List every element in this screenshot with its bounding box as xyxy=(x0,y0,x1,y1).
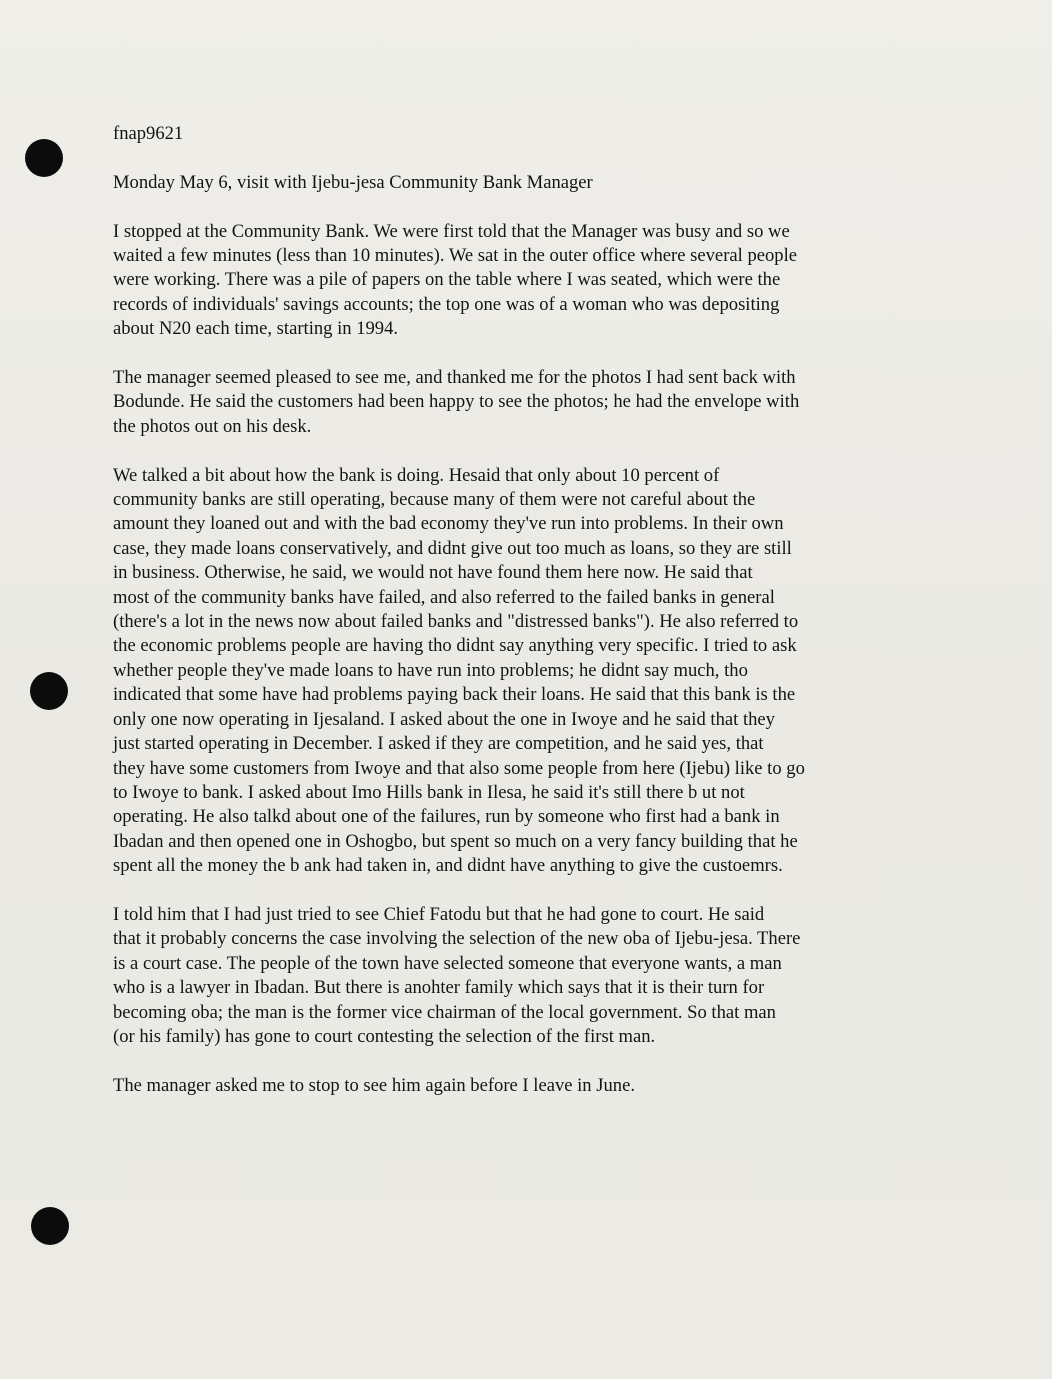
text-line: were working. There was a pile of papers on the table where I was seated, which were the xyxy=(113,269,781,291)
paragraph-closing xyxy=(113,1074,943,1098)
file-id: fnap9621 xyxy=(113,123,184,144)
punch-hole-middle xyxy=(30,672,68,710)
paragraph-photos xyxy=(113,366,943,439)
text-line: who is a lawyer in Ibadan. But there is anohter family which says that it is their turn for xyxy=(113,977,765,999)
visit-heading: Monday May 6, visit with Ijebu-jesa Community Bank Manager xyxy=(113,171,593,193)
document-body xyxy=(113,122,943,1123)
text-line: records of individuals' savings accounts; the top one was of a woman who was depositing xyxy=(113,293,780,315)
text-line: in business. Otherwise, he said, we would not have found them here now. He said that xyxy=(113,562,753,584)
text-line: spent all the money the b ank had taken in, and didnt have anything to give the custoemrs. xyxy=(113,855,783,877)
text-line: operating. He also talkd about one of the failures, run by someone who first had a bank in xyxy=(113,806,780,828)
punch-hole-bottom xyxy=(31,1207,69,1245)
text-line: (or his family) has gone to court contesting the selection of the first man. xyxy=(113,1025,656,1047)
text-line: community banks are still operating, because many of them were not careful about the xyxy=(113,489,756,511)
text-line: they have some customers from Iwoye and that also some people from here (Ijebu) like to go xyxy=(113,757,805,779)
text-line: waited a few minutes (less than 10 minutes). We sat in the outer office where several people xyxy=(113,245,798,266)
text-line: indicated that some have had problems paying back their loans. He said that this bank is the xyxy=(113,684,796,706)
paragraph-arrival xyxy=(113,220,943,342)
text-line: most of the community banks have failed, and also referred to the failed banks in general xyxy=(113,586,775,608)
text-line: the economic problems people are having tho didnt say anything very specific. I tried to ask xyxy=(113,635,797,657)
text-line: Ibadan and then opened one in Oshogbo, but spent so much on a very fancy building that he xyxy=(113,830,798,852)
text-line: only one now operating in Ijesaland. I asked about the one in Iwoye and he said that they xyxy=(113,708,775,730)
text-line: I stopped at the Community Bank. We were first told that the Manager was busy and so we xyxy=(113,220,790,242)
paragraph-chief-court xyxy=(113,903,943,1049)
text-line: becoming oba; the man is the former vice chairman of the local government. So that man xyxy=(113,1001,776,1023)
text-line: The manager seemed pleased to see me, and thanked me for the photos I had sent back with xyxy=(113,367,796,389)
text-line: the photos out on his desk. xyxy=(113,415,312,437)
text-line: Bodunde. He said the customers had been happy to see the photos; he had the envelope with xyxy=(113,391,800,413)
text-line: We talked a bit about how the bank is doing. Hesaid that only about 10 percent of xyxy=(113,464,720,486)
text-line: that it probably concerns the case involving the selection of the new oba of Ijebu-jesa. There xyxy=(113,928,801,950)
paragraph-bank-status xyxy=(113,464,943,879)
text-line: is a court case. The people of the town have selected someone that everyone wants, a man xyxy=(113,952,782,974)
text-line: (there's a lot in the news now about failed banks and "distressed banks"). He also referred to xyxy=(113,611,799,633)
text-line: just started operating in December. I asked if they are competition, and he said yes, that xyxy=(113,733,764,755)
text-line: amount they loaned out and with the bad economy they've run into problems. In their own xyxy=(113,513,784,535)
text-line: case, they made loans conservatively, and didnt give out too much as loans, so they are still xyxy=(113,537,792,559)
text-line: I told him that I had just tried to see Chief Fatodu but that he had gone to court. He said xyxy=(113,903,765,925)
punch-hole-top xyxy=(25,139,63,177)
text-line: to Iwoye to bank. I asked about Imo Hills bank in Ilesa, he said it's still there b ut not xyxy=(113,781,745,803)
text-line: The manager asked me to stop to see him again before I leave in June. xyxy=(113,1074,635,1096)
text-line: whether people they've made loans to have run into problems; he didnt say much, tho xyxy=(113,659,748,681)
text-line: about N20 each time, starting in 1994. xyxy=(113,318,399,340)
